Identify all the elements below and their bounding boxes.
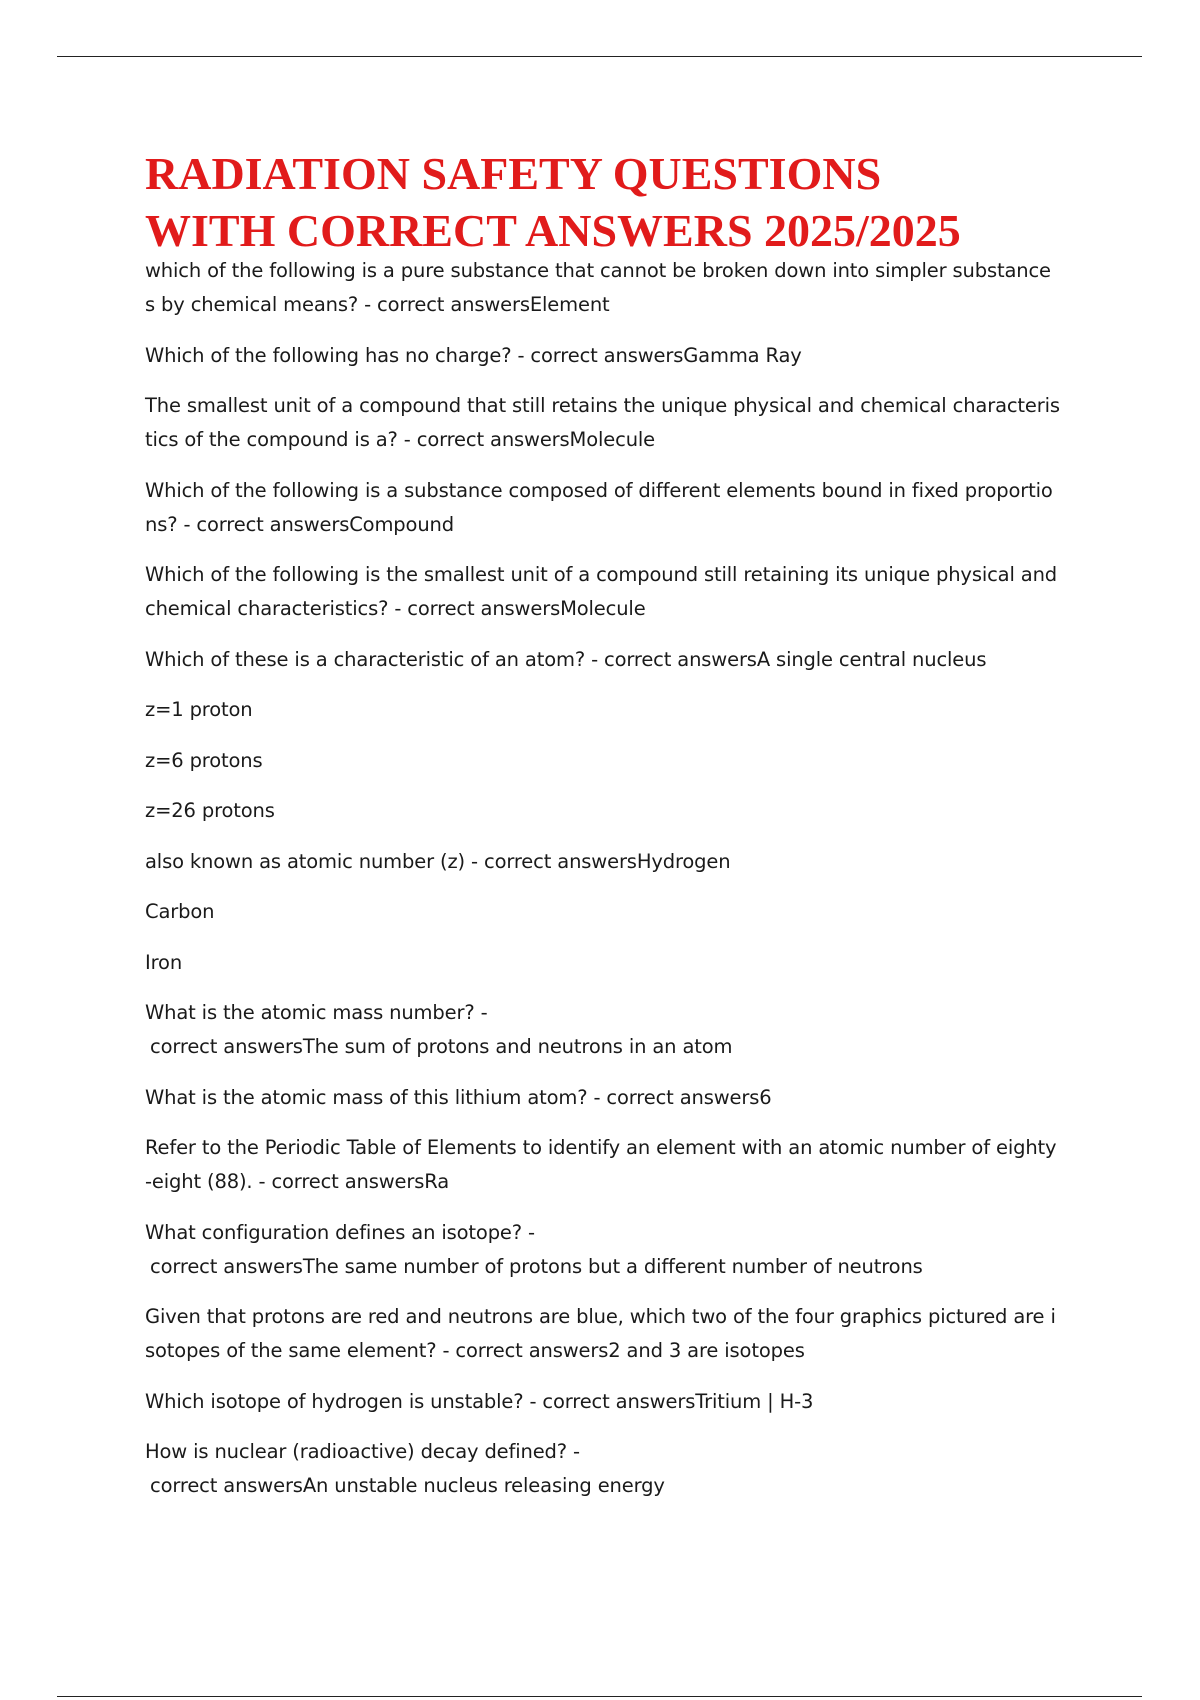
question-text: What is the atomic mass number? - (145, 1001, 488, 1024)
qa-item-isotope (145, 1216, 1060, 1284)
qa-item: Which of the following is a substance composed of different elements bound in fixed proportions? - correct answersCompound (145, 478, 1053, 536)
qa-item: Given that protons are red and neutrons are blue, which two of the four graphics pictured are isotopes of the same element? - correct answers2 and 3 are isotopes (145, 1305, 1056, 1362)
qa-item: z=26 protons (145, 799, 275, 822)
qa-item: also known as atomic number (z) - correct answersHydrogen (145, 849, 731, 873)
qa-item: Which isotope of hydrogen is unstable? - correct answersTritium | H-3 (145, 1389, 814, 1413)
qa-item: Which of the following is the smallest unit of a compound still retaining its unique physical and chemical characteristics? - correct answersMolecule (145, 563, 1058, 620)
document-body (145, 145, 1060, 1520)
qa-item: Which of these is a characteristic of an atom? - correct answersA single central nucleus (145, 647, 987, 671)
answer-text: correct answersAn unstable nucleus releasing energy (150, 1474, 665, 1497)
qa-item: z=6 protons (145, 748, 263, 772)
qa-item-atomic-mass-number (145, 996, 1060, 1064)
answer-text: correct answersThe same number of protons but a different number of neutrons (150, 1254, 923, 1278)
header-rule (57, 56, 1142, 57)
qa-item: which of the following is a pure substance that cannot be broken down into simpler substances by chemical means? - correct answersElement (145, 259, 1051, 316)
question-text: How is nuclear (radioactive) decay defined? - (145, 1440, 580, 1463)
footer-rule (57, 1696, 1142, 1697)
document-title (145, 145, 1060, 259)
qa-list (145, 254, 1060, 1503)
qa-item: Refer to the Periodic Table of Elements to identify an element with an atomic number of eighty-eight (88). - correct answersRa (145, 1136, 1057, 1193)
qa-item: Iron (145, 950, 183, 974)
qa-item: The smallest unit of a compound that still retains the unique physical and chemical characteristics of the compound is a? - correct answersMolecule (145, 394, 1060, 451)
qa-item-decay (145, 1435, 1060, 1503)
answer-text: correct answersThe sum of protons and neutrons in an atom (150, 1035, 733, 1058)
qa-item: Which of the following has no charge? - correct answersGamma Ray (145, 343, 802, 367)
qa-item: z=1 proton (145, 698, 253, 721)
question-text: What configuration defines an isotope? - (145, 1220, 535, 1244)
qa-item: Carbon (145, 900, 215, 923)
qa-item: What is the atomic mass of this lithium atom? - correct answers6 (145, 1085, 772, 1109)
title-line-1: RADIATION SAFETY QUESTIONS (145, 148, 882, 199)
title-line-2: WITH CORRECT ANSWERS 2025/2025 (145, 205, 961, 256)
